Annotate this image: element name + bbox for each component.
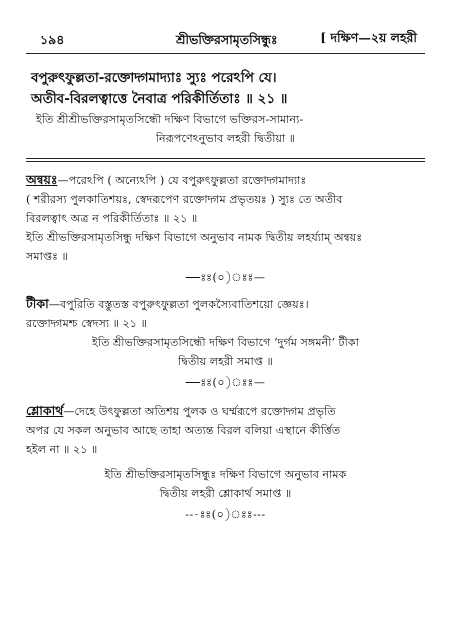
anvaya-line-5: সমাপ্তঃ ॥ — [26, 250, 68, 263]
tika-line-3: ইতি শ্রীভক্তিরসামৃতসিন্ধৌ দক্ষিণ বিভাগে ‘দুর্গম সঙ্গমনী’ টীকা — [92, 336, 359, 349]
anvaya-line-1: —পরেঽপি ( অন্যেঽপি ) যে বপুরুৎফুল্লতা রক্তোদ্গমাদ্যাঃ — [57, 174, 307, 187]
anvaya-line-2: ( শরীরস্য পুলকাতিশয়ঃ, স্বেদরূপেণ রক্তোদ্গম প্রভৃতয়ঃ ) স্যুঃ তে অতীব — [26, 193, 343, 206]
anvaya-section — [26, 170, 425, 288]
verse-block — [26, 68, 425, 110]
anvaya-label: অন্বয়ঃ — [26, 172, 58, 187]
shlokartha-line-5: দ্বিতীয় লহরী শ্লোকার্থ সমাপ্ত ॥ — [159, 487, 292, 500]
verse-line-2: অতীব-বিরলত্বাত্তে নৈবাত্র পরিকীর্তিতাঃ ॥ ২১ ॥ — [31, 91, 288, 107]
shlokartha-line-3: হইল না ॥ ২১ ॥ — [26, 443, 98, 456]
section-label: [ দক্ষিণ—২য় লহরী — [320, 30, 417, 45]
shlokartha-section — [26, 401, 425, 525]
tika-label: টীকা — [26, 296, 49, 311]
shlokartha-separator: ---ঃঃ(০)ঃঃ--- — [185, 508, 266, 521]
tika-line-2: রক্তোদ্গমশ্চ স্বেদস্য ॥ ২১ ॥ — [26, 317, 147, 330]
shlokartha-label: শ্লোকার্থ — [26, 403, 64, 418]
verse-line-1: বপুরুৎফুল্লতা-রক্তোদ্গমাদ্যাঃ স্যুঃ পরেঽপি যে। — [31, 70, 277, 86]
tika-separator: —ঃঃ(০)ঃঃ— — [185, 376, 266, 389]
shlokartha-line-1: —দেহে উৎফুল্লতা অতিশয় পুলক ও ঘর্ম্মরূপে রক্তোদ্গম প্রভৃতি — [63, 405, 336, 418]
double-rule-top — [26, 158, 425, 159]
anvaya-line-4: ইতি শ্রীভক্তিরসামৃতসিন্ধু দক্ষিণ বিভাগে অনুভাব নামক দ্বিতীয় লহর্য্যাম্ অন্বয়ঃ — [26, 231, 363, 244]
colophon-line-2: নিরূপণেঽনুভাব লহরী দ্বিতীয়া ॥ — [155, 132, 296, 145]
anvaya-line-3: বিরলত্বাৎ অত্র ন পরিকীর্তিতাঃ ॥ ২১ ॥ — [26, 212, 198, 225]
shlokartha-line-4: ইতি শ্রীভক্তিরসামৃতসিন্ধুঃ দক্ষিণ বিভাগে অনুভাব নামক — [104, 468, 347, 481]
double-rule-bottom — [26, 161, 425, 162]
page-number: ১৯৪ — [40, 32, 65, 47]
tika-line-4: দ্বিতীয় লহরী সমাপ্ত ॥ — [178, 355, 273, 368]
colophon-line-1: ইতি শ্রীশ্রীভক্তিরসামৃতসিন্ধৌ দক্ষিণ বিভাগে ভক্তিরস-সামান্য- — [36, 113, 304, 126]
tika-line-1: —বপুরিতি বস্তুতস্ত বপুরুৎফুল্লতা পুলকস্যৈবাতিশয়ো জ্ঞেয়ঃ। — [48, 298, 309, 311]
tika-section — [26, 294, 425, 393]
header-rule — [26, 53, 425, 54]
anvaya-separator: —ঃঃ(০)ঃঃ— — [185, 271, 266, 284]
page-header — [26, 30, 425, 50]
running-title: শ্রীভক্তিরসামৃতসিন্ধুঃ — [176, 32, 278, 47]
shlokartha-line-2: অপর যে সকল অনুভাব আছে তাহা অত্যন্ত বিরল বলিয়া এস্থানে কীর্ত্তিত — [26, 424, 341, 437]
